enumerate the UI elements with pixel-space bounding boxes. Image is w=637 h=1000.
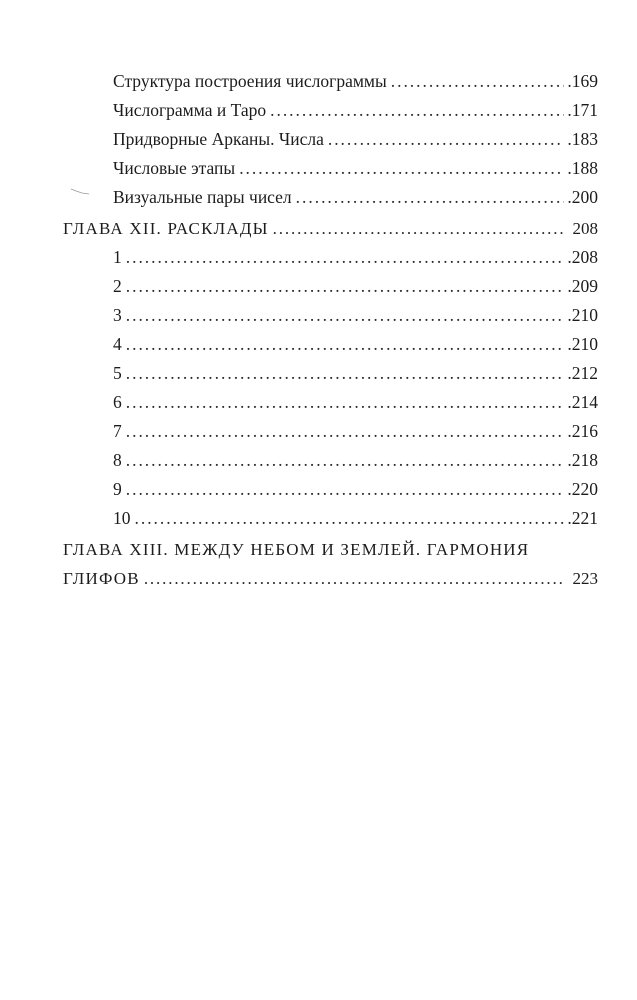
chapter-title: ГЛАВА XII. РАСКЛАДЫ xyxy=(63,219,269,238)
dot-leader xyxy=(126,359,565,388)
toc-chapter-12 xyxy=(63,214,598,243)
dot-leader xyxy=(126,446,565,475)
toc-entry xyxy=(63,272,598,301)
toc-entry xyxy=(63,183,598,212)
dot-leader xyxy=(144,564,564,593)
toc-entry-title: 2 xyxy=(113,276,122,296)
toc-entry-title: Числовые этапы xyxy=(113,158,236,178)
toc-entry-page: .169 xyxy=(567,71,598,91)
toc-entry-page: .212 xyxy=(567,363,598,383)
toc-entry-title: 9 xyxy=(113,479,122,499)
chapter-page: 223 xyxy=(572,569,598,588)
dot-leader xyxy=(126,272,565,301)
toc-entry xyxy=(63,96,598,125)
toc-entry xyxy=(63,388,598,417)
toc-entry-page: .218 xyxy=(567,450,598,470)
toc-entry-page: .171 xyxy=(567,100,598,120)
toc-entry-title: 10 xyxy=(113,508,131,528)
toc-entry-page: .209 xyxy=(567,276,598,296)
dot-leader xyxy=(328,125,565,154)
toc-entry xyxy=(63,154,598,183)
toc-entry xyxy=(63,417,598,446)
toc-chapter-13 xyxy=(63,564,598,593)
dot-leader xyxy=(126,417,565,446)
toc-entry-page: .200 xyxy=(567,187,598,207)
toc-entry-page: .210 xyxy=(567,305,598,325)
dot-leader xyxy=(239,154,564,183)
toc-entry-page: .188 xyxy=(567,158,598,178)
dot-leader xyxy=(126,388,565,417)
chapter-page: 208 xyxy=(572,219,598,238)
toc-entry xyxy=(63,446,598,475)
toc-entry-title: 3 xyxy=(113,305,122,325)
toc-entry xyxy=(63,504,598,533)
toc-entry-page: .220 xyxy=(567,479,598,499)
toc-entry-page: .208 xyxy=(567,247,598,267)
toc-entry-title: 1 xyxy=(113,247,122,267)
toc-entry xyxy=(63,330,598,359)
dot-leader xyxy=(135,504,565,533)
chapter-title-continuation: ГЛИФОВ xyxy=(63,569,140,588)
toc-entry-page: .216 xyxy=(567,421,598,441)
dot-leader xyxy=(126,301,565,330)
toc-entry-title: Числограмма и Таро xyxy=(113,100,267,120)
dot-leader xyxy=(126,243,565,272)
toc-entry xyxy=(63,301,598,330)
toc-entry-title: Структура построения числограммы xyxy=(113,71,387,91)
toc-chapter-13-line-1: ГЛАВА XIII. МЕЖДУ НЕБОМ И ЗЕМЛЕЙ. ГАРМОНИЯ xyxy=(63,540,530,559)
toc-entry-title: 6 xyxy=(113,392,122,412)
toc-entry-page: .221 xyxy=(567,508,598,528)
toc-entry xyxy=(63,125,598,154)
toc-entry-title: 7 xyxy=(113,421,122,441)
dot-leader xyxy=(126,475,565,504)
toc-entry xyxy=(63,243,598,272)
dot-leader xyxy=(270,96,564,125)
toc-entry-title: Придворные Арканы. Числа xyxy=(113,129,324,149)
toc-entry-title: 8 xyxy=(113,450,122,470)
toc-entry-title: 5 xyxy=(113,363,122,383)
toc-entry-page: .183 xyxy=(567,129,598,149)
table-of-contents xyxy=(63,67,598,593)
toc-entry-title: Визуальные пары чисел xyxy=(113,187,292,207)
toc-entry-title: 4 xyxy=(113,334,122,354)
toc-entry xyxy=(63,67,598,96)
toc-entry-page: .214 xyxy=(567,392,598,412)
dot-leader xyxy=(296,183,565,212)
toc-entry xyxy=(63,475,598,504)
dot-leader xyxy=(126,330,565,359)
toc-entry xyxy=(63,359,598,388)
dot-leader xyxy=(391,67,565,96)
dot-leader xyxy=(273,214,564,243)
toc-entry-page: .210 xyxy=(567,334,598,354)
